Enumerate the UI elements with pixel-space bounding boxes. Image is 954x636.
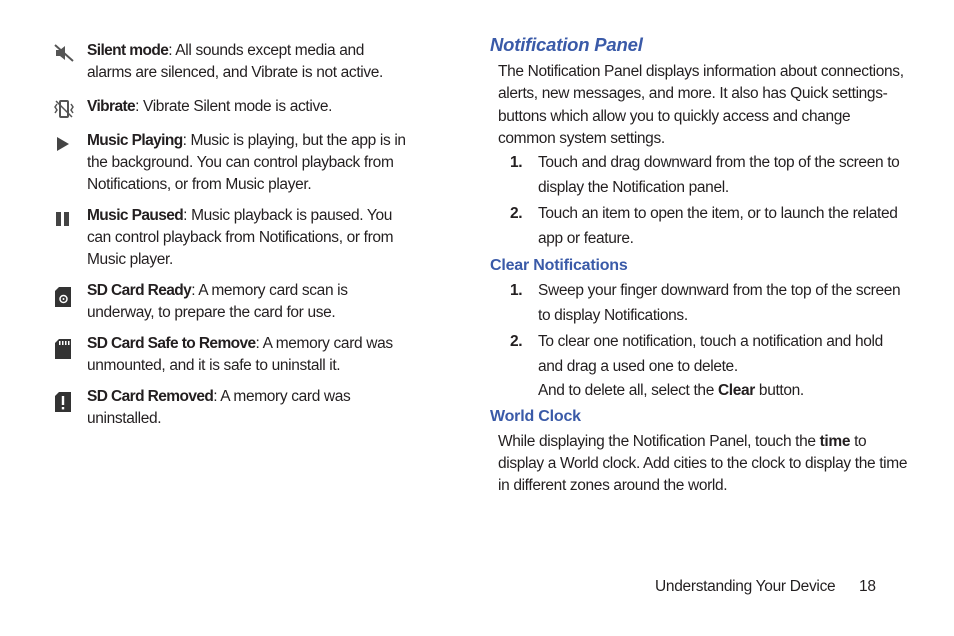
sd-card-icon [52,338,76,360]
note-text: button. [754,382,804,400]
step-number: 2. [510,333,523,351]
list-item [52,96,412,130]
item-text: : Music playback is paused. You can control playback from Notifications, or from Music player. [87,207,394,268]
play-icon [52,132,76,154]
section-heading: Notification Panel [490,34,643,55]
item-term: SD Card Ready [87,282,192,299]
item-text: : Vibrate Silent mode is active. [135,98,333,115]
item-term: Music Playing [87,132,183,149]
status-icon-list [52,40,412,436]
sd-card-scan-icon [52,286,76,308]
step-text: Sweep your finger downward from the top of the screen to display Notifications. [538,282,901,324]
body-text: While displaying the Notification Panel, touch the [498,432,820,450]
notification-panel-section [490,33,910,498]
body-text: to display a World clock. Add cities to the clock to display the time in different zones around the world. [498,432,908,495]
item-term: Vibrate [87,98,136,115]
list-item [52,333,412,386]
vibrate-icon [52,98,76,120]
step-text: Touch and drag downward from the top of the screen to display the Notification panel. [538,154,900,196]
list-item [52,130,412,205]
step-item [490,202,910,251]
page-number: 18 [859,578,876,595]
item-term: SD Card Removed [87,388,214,405]
step-number: 1. [510,154,523,172]
sd-card-alert-icon [52,391,76,413]
step-text: Touch an item to open the item, or to launch the related app or feature. [538,205,898,247]
clear-button-label: Clear [717,382,755,400]
list-item [52,280,412,333]
time-label: time [819,432,851,450]
item-text: : All sounds except media and alarms are silenced, and Vibrate is not active. [87,42,384,81]
pause-icon [52,207,76,229]
note-text: And to delete all, select the [538,382,718,400]
item-term: SD Card Safe to Remove [87,335,256,352]
section-heading: Clear Notifications [490,257,628,275]
list-item [52,40,412,96]
section-body [490,431,910,498]
step-note [538,379,910,404]
item-text: : Music is playing, but the app is in the background. You can control playback from Notifications, or from Music player. [87,132,406,193]
item-term: Silent mode [87,42,169,59]
step-number: 2. [510,205,523,223]
step-item [490,330,910,404]
list-item [52,386,412,436]
item-term: Music Paused [87,207,184,224]
silent-mode-icon [52,42,76,64]
step-number: 1. [510,282,523,300]
section-heading: World Clock [490,407,581,425]
item-text: : A memory card was unmounted, and it is safe to uninstall it. [87,335,393,374]
step-text: To clear one notification, touch a notification and hold and drag a used one to delete. [538,333,883,375]
step-item [490,151,910,200]
item-text: : A memory card scan is underway, to prepare the card for use. [87,282,348,321]
section-intro: The Notification Panel displays information about connections, alerts, new messages, and more. It also has Quick settings-buttons which allow you to quickly access and change common system settings. [498,63,904,147]
item-text: : A memory card was uninstalled. [87,388,351,427]
step-item [490,279,910,328]
list-item [52,205,412,280]
footer-section-title: Understanding Your Device [655,578,836,595]
